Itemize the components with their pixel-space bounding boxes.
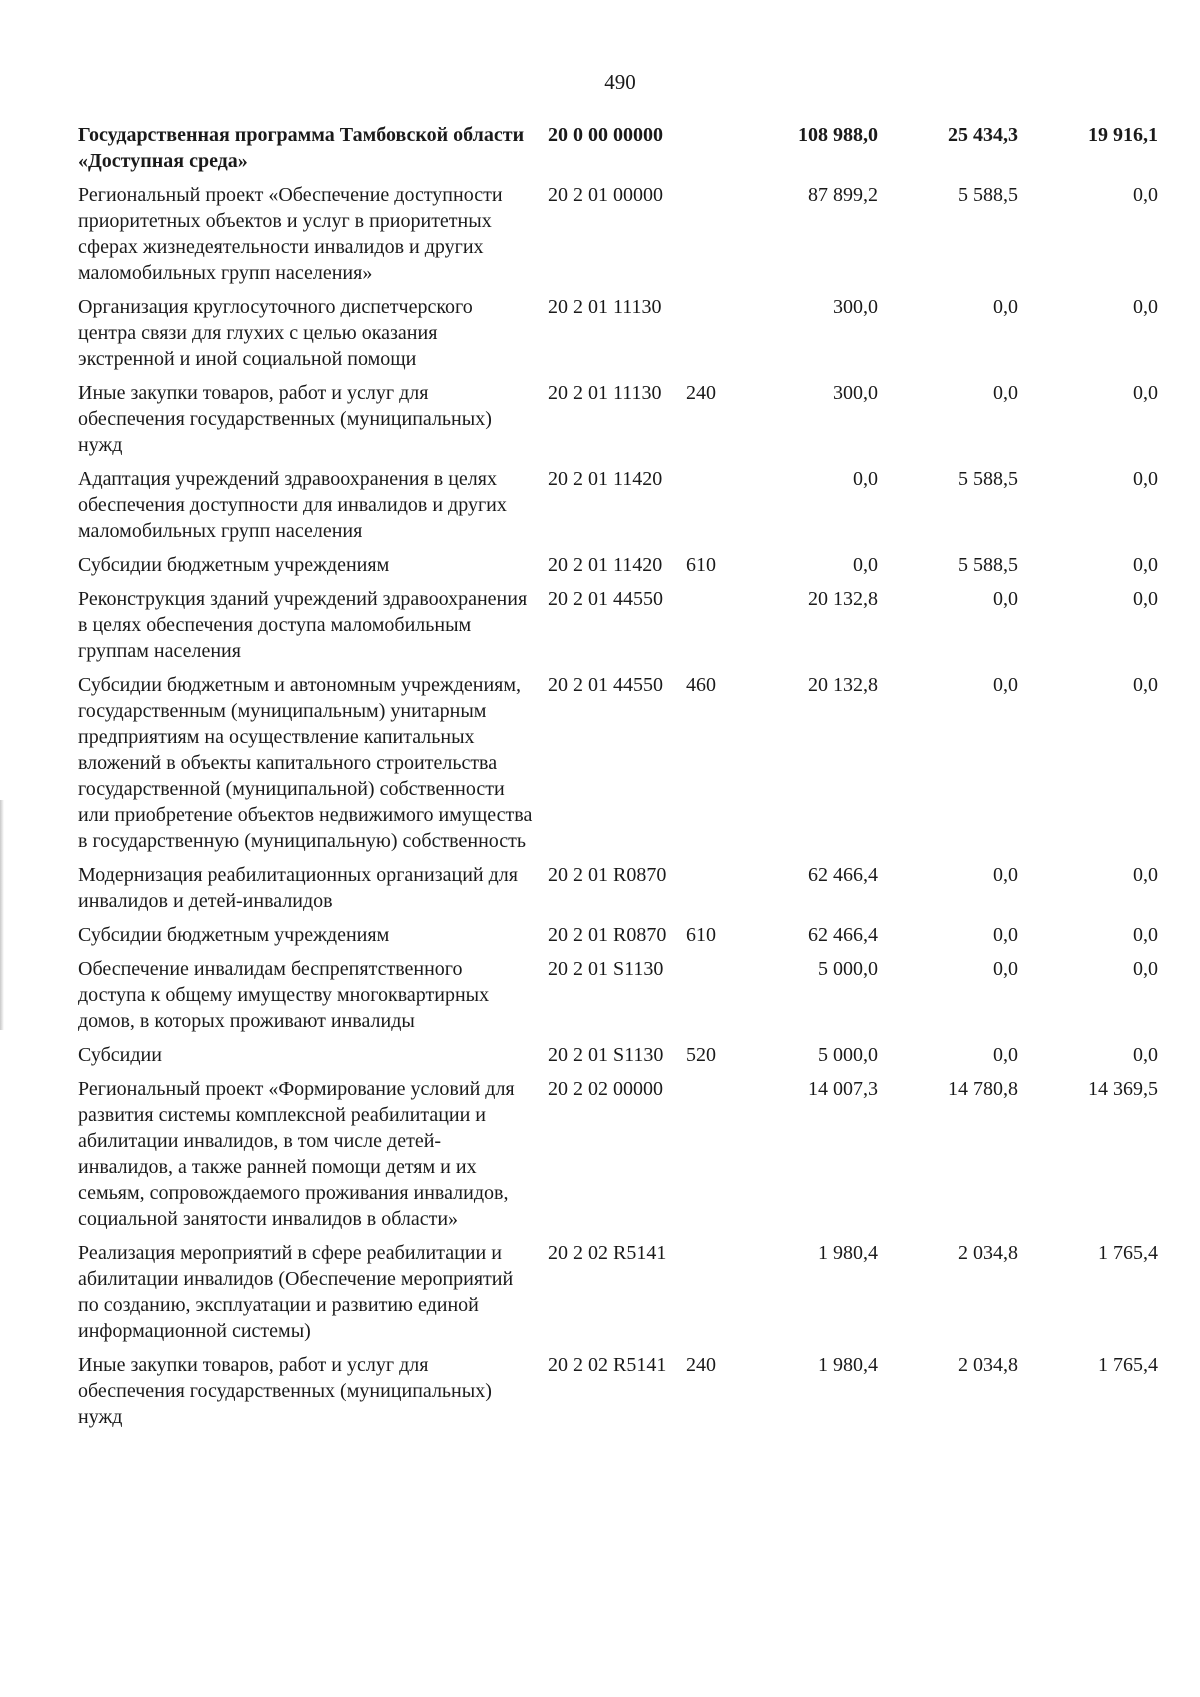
amount-third: 0,0 xyxy=(1133,588,1158,610)
item-code: 20 2 02 00000 xyxy=(548,1078,663,1100)
table-row xyxy=(78,956,1158,1042)
amount-third: 0,0 xyxy=(1133,864,1158,886)
table-row xyxy=(78,862,1158,922)
amount-third: 19 916,1 xyxy=(1088,124,1158,146)
expense-type: 520 xyxy=(686,1044,716,1066)
amount-third: 0,0 xyxy=(1133,382,1158,404)
amount-third: 0,0 xyxy=(1133,296,1158,318)
item-name: Субсидии бюджетным учреждениям xyxy=(78,924,390,946)
amount-second: 2 034,8 xyxy=(958,1242,1018,1264)
amount-second: 0,0 xyxy=(993,382,1018,404)
table-row xyxy=(78,922,1158,956)
item-code: 20 2 02 R5141 xyxy=(548,1242,667,1264)
amount-second: 0,0 xyxy=(993,588,1018,610)
item-name: Организация круглосуточного диспетчерского центра связи для глухих с целью оказания экстренной и иной социальной помощи xyxy=(78,296,473,370)
table-row xyxy=(78,294,1158,380)
budget-rows xyxy=(78,122,1158,1438)
expense-type xyxy=(686,122,738,182)
amount-second: 5 588,5 xyxy=(958,468,1018,490)
amount-third: 0,0 xyxy=(1133,184,1158,206)
item-name: Иные закупки товаров, работ и услуг для обеспечения государственных (муниципальных) нужд xyxy=(78,382,492,456)
amount-second: 5 588,5 xyxy=(958,554,1018,576)
expense-type xyxy=(686,466,738,552)
expense-type: 240 xyxy=(686,382,716,404)
expense-type: 610 xyxy=(686,924,716,946)
amount-first: 300,0 xyxy=(833,296,878,318)
amount-third: 14 369,5 xyxy=(1088,1078,1158,1100)
item-code: 20 0 00 00000 xyxy=(548,124,663,146)
item-code: 20 2 01 11130 xyxy=(548,382,662,404)
table-row xyxy=(78,1240,1158,1352)
expense-type xyxy=(686,1076,738,1240)
table-row xyxy=(78,182,1158,294)
amount-second: 0,0 xyxy=(993,296,1018,318)
amount-second: 5 588,5 xyxy=(958,184,1018,206)
amount-first: 1 980,4 xyxy=(818,1354,878,1376)
amount-third: 0,0 xyxy=(1133,1044,1158,1066)
expense-type xyxy=(686,182,738,294)
table-row xyxy=(78,1042,1158,1076)
table-row xyxy=(78,672,1158,862)
amount-first: 14 007,3 xyxy=(808,1078,878,1100)
item-code: 20 2 01 R0870 xyxy=(548,864,667,886)
amount-third: 1 765,4 xyxy=(1098,1242,1158,1264)
item-code: 20 2 01 00000 xyxy=(548,184,663,206)
item-code: 20 2 02 R5141 xyxy=(548,1354,667,1376)
amount-third: 0,0 xyxy=(1133,468,1158,490)
item-code: 20 2 01 S1130 xyxy=(548,1044,664,1066)
amount-third: 1 765,4 xyxy=(1098,1354,1158,1376)
table-row xyxy=(78,1076,1158,1240)
expense-type: 460 xyxy=(686,674,716,696)
amount-first: 87 899,2 xyxy=(808,184,878,206)
item-name: Государственная программа Тамбовской области «Доступная среда» xyxy=(78,124,525,172)
amount-first: 62 466,4 xyxy=(808,864,878,886)
table-row xyxy=(78,380,1158,466)
amount-second: 0,0 xyxy=(993,864,1018,886)
amount-second: 14 780,8 xyxy=(948,1078,1018,1100)
amount-second: 0,0 xyxy=(993,1044,1018,1066)
item-name: Субсидии xyxy=(78,1044,162,1066)
amount-first: 20 132,8 xyxy=(808,588,878,610)
table-row xyxy=(78,552,1158,586)
expense-type xyxy=(686,1240,738,1352)
item-name: Модернизация реабилитационных организаций для инвалидов и детей-инвалидов xyxy=(78,864,518,912)
item-code: 20 2 01 11420 xyxy=(548,468,663,490)
item-name: Региональный проект «Формирование условий для развития системы комплексной реабилитации и абилитации инвалидов, в том числе детей-инвалидов, а также ранней помощи детям и их семьям, сопровождаемого проживания инвалидов, социальной занятости инвалидов в области» xyxy=(78,1078,515,1230)
expense-type: 610 xyxy=(686,554,716,576)
amount-first: 62 466,4 xyxy=(808,924,878,946)
amount-first: 5 000,0 xyxy=(818,1044,878,1066)
amount-third: 0,0 xyxy=(1133,674,1158,696)
expense-type xyxy=(686,294,738,380)
expense-type xyxy=(686,586,738,672)
item-code: 20 2 01 R0870 xyxy=(548,924,667,946)
table-row xyxy=(78,122,1158,182)
item-code: 20 2 01 44550 xyxy=(548,588,663,610)
item-name: Адаптация учреждений здравоохранения в целях обеспечения доступности для инвалидов и других маломобильных групп населения xyxy=(78,468,507,542)
table-row xyxy=(78,586,1158,672)
item-code: 20 2 01 11130 xyxy=(548,296,662,318)
expense-type xyxy=(686,956,738,1042)
item-name: Субсидии бюджетным и автономным учреждениям, государственным (муниципальным) унитарным предприятиям на осуществление капитальных вложений в объекты капитального строительства государственной (муниципальной) собственности или приобретение объектов недвижимого имущества в государственную (муниципальную) собственность xyxy=(78,674,533,852)
amount-first: 0,0 xyxy=(853,554,878,576)
amount-second: 2 034,8 xyxy=(958,1354,1018,1376)
amount-second: 0,0 xyxy=(993,674,1018,696)
amount-first: 20 132,8 xyxy=(808,674,878,696)
item-name: Реконструкция зданий учреждений здравоохранения в целях обеспечения доступа маломобильным группам населения xyxy=(78,588,528,662)
item-name: Региональный проект «Обеспечение доступности приоритетных объектов и услуг в приоритетных сферах жизнедеятельности инвалидов и других маломобильных групп населения» xyxy=(78,184,503,284)
expense-type: 240 xyxy=(686,1354,716,1376)
scan-edge xyxy=(0,800,4,1030)
item-name: Субсидии бюджетным учреждениям xyxy=(78,554,390,576)
item-code: 20 2 01 11420 xyxy=(548,554,663,576)
item-name: Иные закупки товаров, работ и услуг для обеспечения государственных (муниципальных) нужд xyxy=(78,1354,492,1428)
amount-third: 0,0 xyxy=(1133,958,1158,980)
amount-first: 300,0 xyxy=(833,382,878,404)
item-code: 20 2 01 S1130 xyxy=(548,958,664,980)
amount-third: 0,0 xyxy=(1133,554,1158,576)
amount-first: 108 988,0 xyxy=(798,124,878,146)
table-row xyxy=(78,1352,1158,1438)
budget-table xyxy=(78,122,1158,1438)
amount-first: 5 000,0 xyxy=(818,958,878,980)
expense-type xyxy=(686,862,738,922)
amount-first: 1 980,4 xyxy=(818,1242,878,1264)
amount-first: 0,0 xyxy=(853,468,878,490)
item-name: Обеспечение инвалидам беспрепятственного доступа к общему имуществу многоквартирных домов, в которых проживают инвалиды xyxy=(78,958,490,1032)
table-row xyxy=(78,466,1158,552)
amount-second: 0,0 xyxy=(993,958,1018,980)
page-number: 490 xyxy=(604,70,636,94)
item-code: 20 2 01 44550 xyxy=(548,674,663,696)
amount-second: 25 434,3 xyxy=(948,124,1018,146)
amount-second: 0,0 xyxy=(993,924,1018,946)
amount-third: 0,0 xyxy=(1133,924,1158,946)
item-name: Реализация мероприятий в сфере реабилитации и абилитации инвалидов (Обеспечение мероприятий по созданию, эксплуатации и развитию единой информационной системы) xyxy=(78,1242,514,1342)
